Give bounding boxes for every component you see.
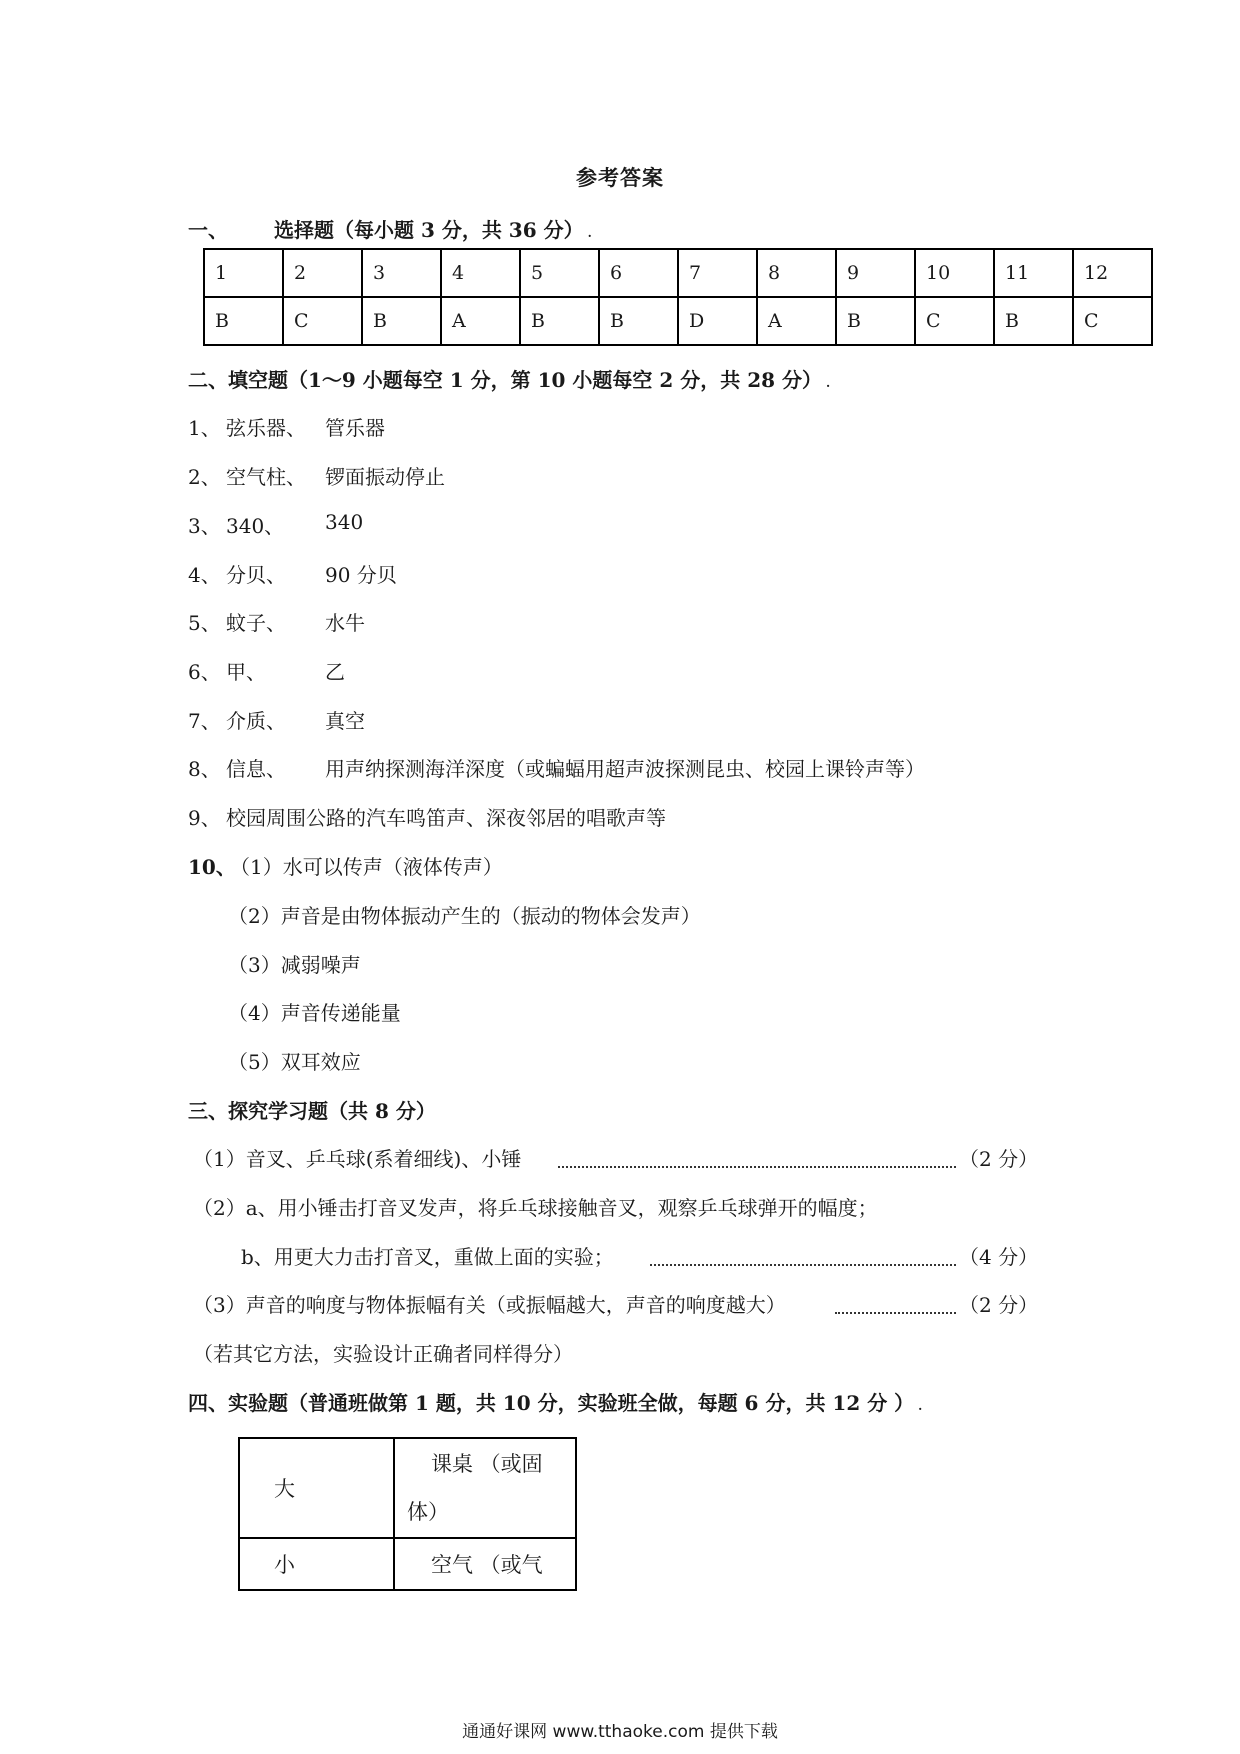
question-number: 10	[915, 249, 994, 297]
fill-item-9: 9、 校园周围公路的汽车鸣笛声、深夜邻居的唱歌声等	[188, 806, 666, 830]
experiment-cell: 小	[239, 1538, 394, 1590]
fill-item-8: 8、 信息、 用声纳探测海洋深度（或蝙蝠用超声波探测昆虫、校园上课铃声等）	[188, 757, 925, 781]
answer-cell: D	[678, 297, 757, 345]
question-number: 7	[678, 249, 757, 297]
answer-cell: B	[994, 297, 1073, 345]
question-number: 11	[994, 249, 1073, 297]
question-number: 12	[1073, 249, 1152, 297]
experiment-row	[239, 1538, 576, 1590]
inquiry-q1: （1）音叉、乒乓球(系着细线)、小锤	[193, 1147, 522, 1171]
fill-item-3: 3、 340、 340	[188, 510, 364, 538]
fill-item-5: 5、 蚊子、 水牛	[188, 611, 365, 635]
fill-item-1: 1、 弦乐器、 管乐器	[188, 416, 385, 440]
question-number: 1	[204, 249, 283, 297]
answer-cell: C	[1073, 297, 1152, 345]
inquiry-q2a: （2）a、用小锤击打音叉发声，将乒乓球接触音叉，观察乒乓球弹开的幅度；	[193, 1196, 878, 1220]
answer-cell: B	[599, 297, 678, 345]
question-number: 6	[599, 249, 678, 297]
fill-item-6: 6、 甲、 乙	[188, 660, 345, 684]
fill-item-10-part: （3）减弱噪声	[228, 953, 361, 977]
answer-cell: B	[836, 297, 915, 345]
experiment-cell: 空气 （或气	[394, 1538, 576, 1590]
question-number-row	[204, 249, 1152, 297]
answer-cell: C	[915, 297, 994, 345]
dotted-leader	[650, 1264, 956, 1266]
question-number: 5	[520, 249, 599, 297]
page-title: 参考答案	[576, 165, 664, 190]
experiment-cell: 大	[239, 1438, 394, 1538]
dotted-leader	[558, 1166, 956, 1168]
fill-item-10-part: （2）声音是由物体振动产生的（振动的物体会发声）	[228, 904, 701, 928]
answer-cell: B	[362, 297, 441, 345]
question-number: 2	[283, 249, 362, 297]
question-number: 3	[362, 249, 441, 297]
inquiry-q3: （3）声音的响度与物体振幅有关（或振幅越大，声音的响度越大）	[193, 1293, 786, 1317]
experiment-cell: 课桌 （或固 体）	[394, 1438, 576, 1538]
section1-heading: 选择题（每小题 3 分，共 36 分） .	[274, 218, 592, 242]
experiment-row	[239, 1438, 576, 1538]
answer-cell: C	[283, 297, 362, 345]
question-number: 8	[757, 249, 836, 297]
choice-answer-table	[203, 248, 1153, 346]
fill-item-10-part: （5）双耳效应	[228, 1050, 361, 1074]
section3-heading: 三、探究学习题（共 8 分）	[188, 1099, 436, 1123]
inquiry-q3-points: （2 分）	[959, 1293, 1039, 1317]
inquiry-q2-points: （4 分）	[959, 1245, 1039, 1269]
fill-item-7: 7、 介质、 真空	[188, 709, 365, 733]
fill-item-10: 10、 （1）水可以传声（液体传声）	[188, 855, 503, 879]
answer-cell: A	[757, 297, 836, 345]
answer-cell: B	[204, 297, 283, 345]
section2-heading: 二、填空题（1～9 小题每空 1 分，第 10 小题每空 2 分，共 28 分） .	[188, 368, 831, 392]
answer-cell: B	[520, 297, 599, 345]
fill-item-4: 4、 分贝、 90 分贝	[188, 563, 397, 587]
fill-item-2: 2、 空气柱、 锣面振动停止	[188, 465, 445, 489]
section4-heading: 四、实验题（普通班做第 1 题，共 10 分，实验班全做，每题 6 分，共 12 分 ） .	[188, 1391, 923, 1415]
question-number: 9	[836, 249, 915, 297]
footer-credit: 通通好课网 www.tthaoke.com 提供下载	[462, 1722, 778, 1742]
experiment-table	[238, 1437, 577, 1591]
dotted-leader	[835, 1312, 956, 1314]
inquiry-note: （若其它方法，实验设计正确者同样得分）	[193, 1342, 573, 1366]
fill-item-10-part: （4）声音传递能量	[228, 1001, 401, 1025]
answer-row	[204, 297, 1152, 345]
question-number: 4	[441, 249, 520, 297]
inquiry-q1-points: （2 分）	[959, 1147, 1039, 1171]
answer-cell: A	[441, 297, 520, 345]
section1-number: 一、	[188, 218, 228, 242]
inquiry-q2b: b、用更大力击打音叉，重做上面的实验；	[241, 1245, 614, 1269]
